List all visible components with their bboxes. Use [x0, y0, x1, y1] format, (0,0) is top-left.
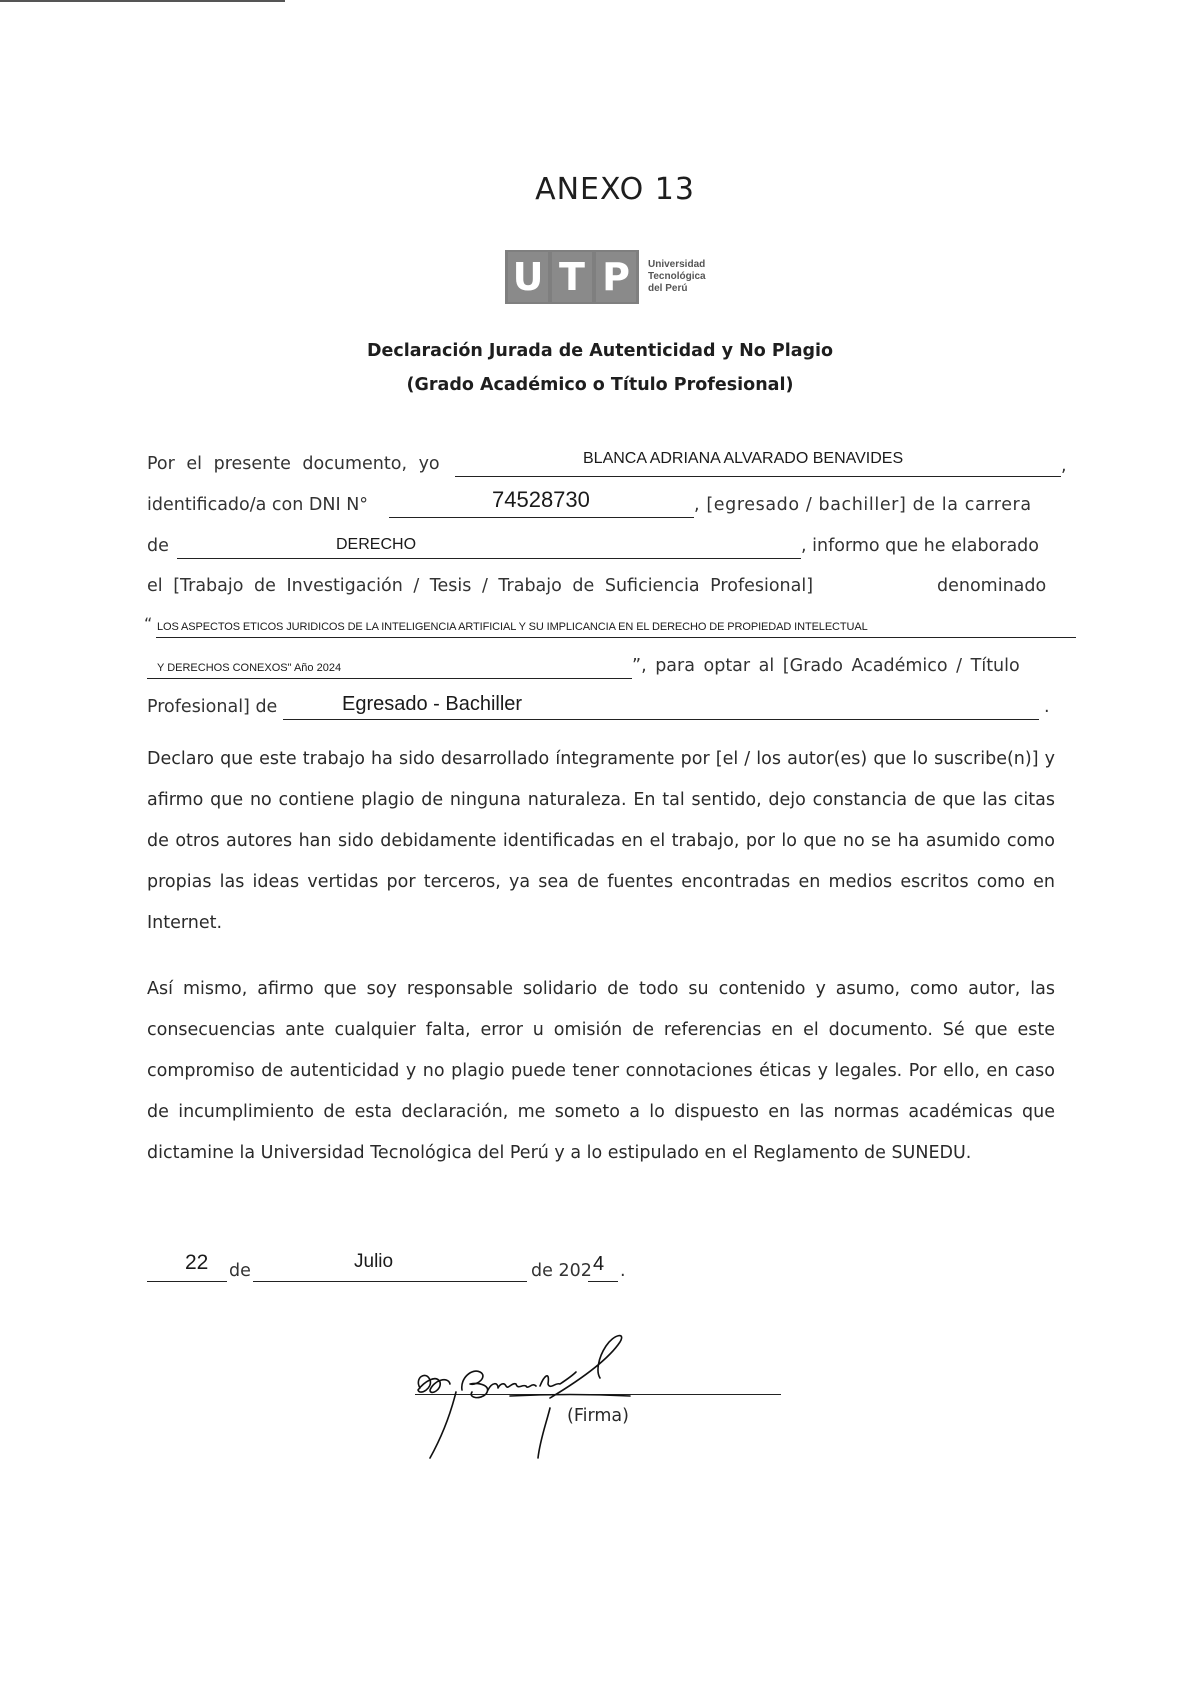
- work-title-line-2: Y DERECHOS CONEXOS" Año 2024: [157, 662, 342, 674]
- declaration-paragraph-1: Declaro que este trabajo ha sido desarrollado íntegramente por [el / los autor(es) que lo suscribe(n)] y afirmo que no contiene plagio de ninguna naturaleza. En tal sentido, dejo constancia de que las citas de otros autores han sido debidamente identificadas en el trabajo, por lo que no se ha asumido como propias las ideas vertidas por terceros, ya sea de fuentes encontradas en medios escritos como en Internet.: [147, 749, 1055, 933]
- date-end: .: [620, 1261, 626, 1281]
- signature-label: (Firma): [567, 1406, 629, 1426]
- name-value: BLANCA ADRIANA ALVARADO BENAVIDES: [583, 450, 904, 467]
- logo-text-line: del Perú: [648, 283, 688, 294]
- date-day: 22: [185, 1251, 209, 1274]
- career-prefix: de: [147, 536, 169, 556]
- annex-title: ANEXO 13: [535, 172, 695, 207]
- utp-logo: [505, 250, 706, 304]
- declaration-paragraph-2: Así mismo, afirmo que soy responsable solidario de todo su contenido y asumo, como autor, las consecuencias ante cualquier falta, error u omisión de referencias en el documento. Sé que este compromiso de autenticidad y no plagio puede tener connotaciones éticas y legales. Por ello, en caso de incumplimiento de esta declaración, me someto a lo dispuesto en las normas académicas que dictamine la Universidad Tecnológica del Perú y a lo estipulado en el Reglamento de SUNEDU.: [147, 979, 1055, 1163]
- degree-value: Egresado - Bachiller: [342, 693, 523, 715]
- work-type-options: el [Trabajo de Investigación / Tesis / Trabajo de Suficiencia Profesional]: [147, 576, 814, 596]
- declaration-subheading: (Grado Académico o Título Profesional): [406, 375, 794, 395]
- logo-letter-u: U: [508, 252, 548, 302]
- declaration-heading: Declaración Jurada de Autenticidad y No Plagio: [366, 341, 834, 361]
- career-suffix: , informo que he elaborado: [801, 536, 1040, 556]
- logo-text-line: Universidad: [648, 259, 706, 270]
- date-de-1: de: [229, 1261, 251, 1281]
- logo-university-name: [648, 259, 706, 295]
- date-de-year: de 202: [531, 1261, 592, 1281]
- degree-suffix: .: [1044, 697, 1050, 717]
- name-suffix: ,: [1061, 456, 1067, 476]
- handwritten-signature: [400, 1320, 700, 1460]
- dni-prefix: identificado/a con DNI N°: [147, 495, 369, 515]
- logo-text-line: Tecnológica: [648, 271, 706, 282]
- quote-open: “: [144, 614, 153, 633]
- scan-edge-mark: [0, 0, 285, 2]
- logo-letter-t: T: [552, 252, 592, 302]
- logo-letter-blocks: [505, 250, 639, 304]
- degree-intro: ”, para optar al [Grado Académico / Título: [632, 656, 1020, 676]
- degree-prefix: Profesional] de: [147, 697, 278, 717]
- career-underline: [177, 536, 801, 559]
- name-prefix: Por el presente documento, yo: [147, 454, 440, 474]
- career-value: DERECHO: [336, 536, 417, 553]
- dni-value: 74528730: [492, 487, 590, 512]
- logo-letter-p: P: [596, 252, 636, 302]
- dni-suffix: , [egresado / bachiller] de la carrera: [694, 495, 1032, 515]
- date-month: Julio: [354, 1251, 394, 1272]
- work-type-denominado: denominado: [937, 576, 1047, 596]
- work-title-line-1: LOS ASPECTOS ETICOS JURIDICOS DE LA INTELIGENCIA ARTIFICIAL Y SU IMPLICANCIA EN EL DERECHO DE PROPIEDAD INTELECTUAL: [157, 621, 868, 633]
- date-year-digit: 4: [593, 1253, 605, 1275]
